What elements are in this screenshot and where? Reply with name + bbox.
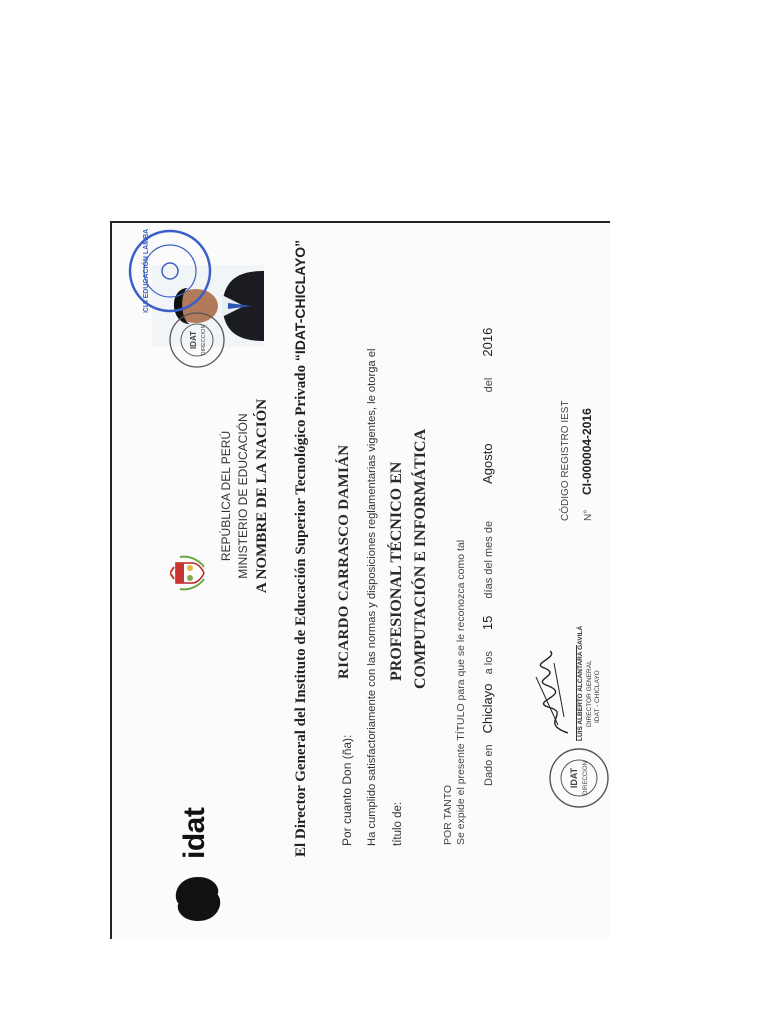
signature-scribble-icon [528, 647, 578, 737]
svg-text:GERENCIA EDUCACIÓN LAMBAYEQUE: GERENCIA EDUCACIÓN LAMBAYEQUE [143, 229, 150, 313]
intro-prefix: El Director General del Instituto de Educación Superior Tecnológico Privado [293, 364, 309, 857]
registry-label: CÓDIGO REGISTRO IEST [560, 400, 571, 521]
director-org: IDAT - CHICLAYO [594, 670, 601, 723]
dias-del-mes: días del mes de [483, 520, 495, 599]
header-nation: A NOMBRE DE LA NACIÓN [254, 398, 270, 594]
title-label: título de: [392, 801, 404, 846]
institute-name: “IDAT-CHICLAYO” [292, 239, 308, 362]
header-country: REPÚBLICA DEL PERÚ [219, 430, 233, 562]
professional-title-line1: PROFESIONAL TÉCNICO EN [388, 461, 405, 681]
svg-text:IDAT: IDAT [189, 330, 198, 350]
registry-code: CI-000004-2016 [580, 408, 594, 495]
date-year: 2016 [480, 327, 495, 357]
date-line [480, 328, 495, 786]
certificate [112, 223, 612, 941]
registry-number [580, 408, 594, 521]
por-tanto: POR TANTO [442, 784, 454, 845]
expide-text: Se expide el presente TÍTULO para que se le reconozca como tal [455, 539, 467, 845]
director-name: LUIS ALBERTO ALCÁNTARA GAVILÁ [577, 625, 584, 741]
a-los: a los [483, 651, 495, 675]
date-del: del [483, 377, 495, 393]
director-signature [528, 647, 583, 737]
date-city: Chiclayo [480, 683, 495, 734]
coat-of-arms-icon [170, 553, 213, 593]
gerencia-stamp [128, 229, 217, 313]
svg-text:IDAT: IDAT [569, 767, 579, 789]
body-line: Ha cumplido satisfactoriamente con las normas y disposiciones reglamentarias vigentes, le otorga el [366, 348, 378, 846]
director-role: DIRECTOR GENERAL [586, 660, 593, 727]
recipient-name: RICARDO CARRASCO DAMIÁN [336, 444, 352, 679]
registry-prefix: N° [583, 509, 594, 521]
svg-text:DIRECCION: DIRECCION [583, 761, 589, 795]
date-month: Agosto [480, 443, 495, 484]
idat-logo [168, 807, 233, 929]
recipient-label: Por cuanto Don (ña): [340, 734, 354, 846]
scanned-certificate [110, 221, 610, 939]
date-day: 15 [480, 615, 495, 631]
dado-en: Dado en [483, 744, 495, 786]
logo-text: idat [178, 807, 211, 859]
intro-line [292, 240, 310, 857]
header-ministry: MINISTERIO DE EDUCACIÓN [236, 413, 250, 579]
svg-text:DIRECCION: DIRECCION [201, 324, 207, 356]
idat-logo-icon [168, 869, 228, 929]
professional-title-line2: COMPUTACIÓN E INFORMÁTICA [412, 428, 429, 689]
institute-stamp-left [548, 747, 615, 809]
institute-stamp-photo [168, 311, 231, 369]
